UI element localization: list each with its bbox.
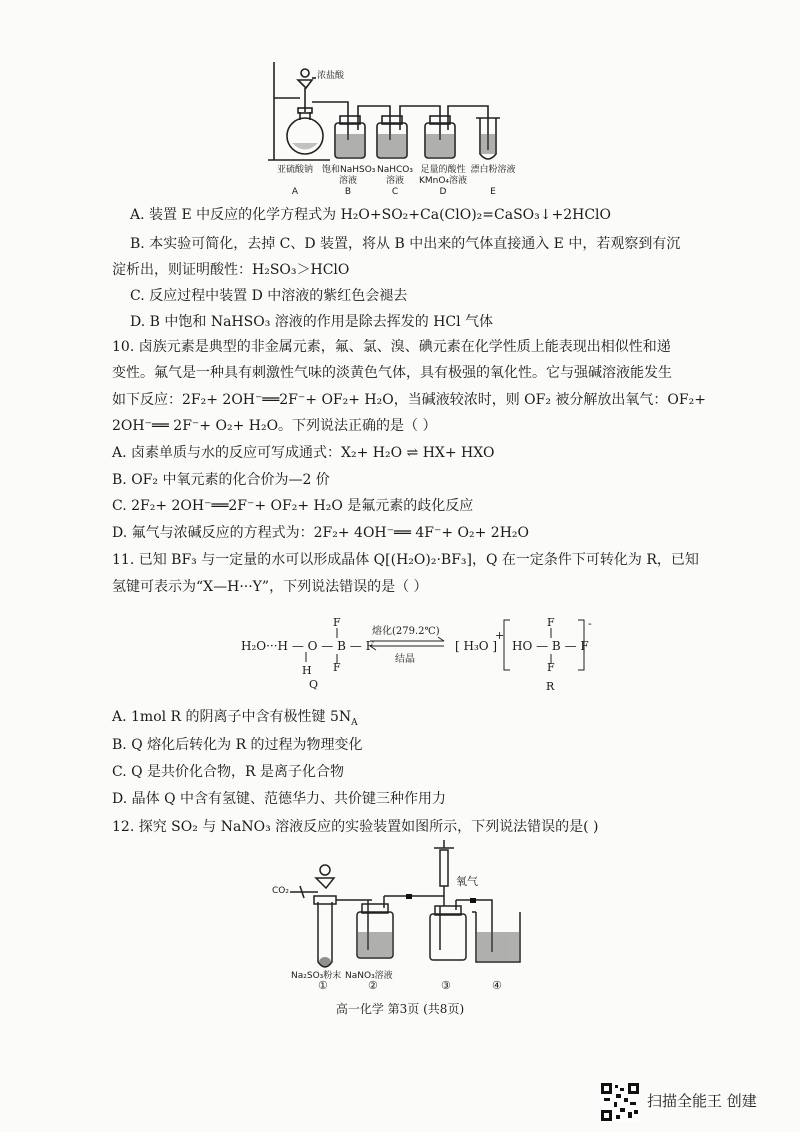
apparatus-num-3: ③ xyxy=(441,979,451,992)
page-footer: 高一化学 第3页 (共8页) xyxy=(335,1002,465,1016)
apparatus-num-2: ② xyxy=(368,979,378,992)
q10-stem-line3: 如下反应：2F₂+ 2OH⁻══2F⁻+ OF₂+ H₂O，当碱液较浓时，则 OF₂ 被分解放出氧气：OF₂+ xyxy=(112,392,706,408)
q10-option-a: A. 卤素单质与水的反应可写成通式：X₂+ H₂O ⇌ HX+ HXO xyxy=(112,445,495,461)
label-e: 漂白粉溶液 xyxy=(470,165,516,175)
apparatus-num-1: ① xyxy=(318,979,328,992)
na2so3-label: Na₂SO₃粉末 xyxy=(291,971,342,981)
oxygen-label: 氧气 xyxy=(456,875,478,888)
q9-option-b-line1: B. 本实验可简化，去掉 C、D 装置，将从 B 中出来的气体直接通入 E 中，若观察到有沉 xyxy=(130,236,681,252)
label-d: 足量的酸性 KMnO₄溶液 xyxy=(418,165,468,186)
q10-stem-line4: 2OH⁻══ 2F⁻+ O₂+ H₂O。下列说法正确的是（ ） xyxy=(112,418,437,434)
acid-label: 浓盐酸 xyxy=(317,71,345,81)
scheme-r-top-f: F xyxy=(547,616,555,629)
scheme-r-bottom-f: F xyxy=(547,661,555,674)
q11-stem-line2: 氢键可表示为“X—H···Y”，下列说法错误的是（ ） xyxy=(112,579,428,595)
q11-option-d: D. 晶体 Q 中含有氢键、范德华力、共价键三种作用力 xyxy=(112,791,447,807)
letter-a: A xyxy=(291,187,299,197)
qr-code-icon xyxy=(600,1082,640,1122)
arrow-top-label: 熔化(279.2℃) xyxy=(372,626,440,637)
hydronium-ion: [ H₃O ] xyxy=(455,639,498,653)
q12-stem: 12. 探究 SO₂ 与 NaNO₃ 溶液反应的实验装置如图所示，下列说法错误的是( ) xyxy=(112,819,599,835)
q9-option-c: C. 反应过程中装置 D 中溶液的紫红色会褪去 xyxy=(130,288,408,304)
letter-b: B xyxy=(344,187,352,197)
scheme-q-h: H xyxy=(302,664,312,677)
scheme-q-bottom-f: F xyxy=(333,661,341,674)
nano3-label: NaNO₃溶液 xyxy=(345,971,393,981)
apparatus-figure-2 xyxy=(0,840,800,990)
scheme-r-label: R xyxy=(546,680,555,693)
scheme-q-top-f: F xyxy=(333,616,341,629)
scanner-watermark: 扫描全能王 创建 xyxy=(647,1092,757,1110)
arrow-bottom-label: 结晶 xyxy=(395,654,415,665)
label-c: NaHCO₃ 溶液 xyxy=(377,165,413,186)
q11-option-b: B. Q 熔化后转化为 R 的过程为物理变化 xyxy=(112,737,363,753)
label-a: 亚硫酸钠 xyxy=(276,165,313,175)
scheme-q-label: Q xyxy=(309,678,319,691)
q11-option-a: A. 1mol R 的阴离子中含有极性键 $5N_A$ xyxy=(112,709,358,728)
q9-option-d: D. B 中饱和 NaHSO₃ 溶液的作用是除去挥发的 HCl 气体 xyxy=(130,314,494,330)
q10-stem-line2: 变性。氟气是一种具有刺激性气味的淡黄色气体，具有极强的氧化性。它与强碱溶液能发生 xyxy=(112,365,672,381)
q10-option-d: D. 氟气与浓碱反应的方程式为：2F₂+ 4OH⁻══ 4F⁻+ O₂+ 2H₂O xyxy=(112,525,529,541)
q9-option-a: A. 装置 E 中反应的化学方程式为 H₂O+SO₂+Ca(ClO)₂=CaSO₃↓+2HClO xyxy=(130,207,611,223)
apparatus-num-4: ④ xyxy=(492,979,502,992)
q11-stem-line1: 11. 已知 BF₃ 与一定量的水可以形成晶体 Q[(H₂O)₂·BF₃]，Q 在一定条件下可转化为 R，已知 xyxy=(112,552,699,568)
scheme-q-main: H₂O···H — O — B — F xyxy=(241,639,374,653)
letter-d: D xyxy=(439,187,447,197)
letter-c: C xyxy=(391,187,399,197)
scheme-r-anion: HO — B — F xyxy=(512,639,589,653)
q10-option-c: C. 2F₂+ 2OH⁻══2F⁻+ OF₂+ H₂O 是氟元素的歧化反应 xyxy=(112,498,474,514)
minus-charge: - xyxy=(588,617,592,630)
letter-e: E xyxy=(490,187,496,197)
q10-stem-line1: 10. 卤族元素是典型的非金属元素，氟、氯、溴、碘元素在化学性质上能表现出相似性和递 xyxy=(112,339,671,355)
plus-charge: + xyxy=(495,629,505,642)
co2-label: CO₂ xyxy=(272,886,289,896)
q11-option-c: C. Q 是共价化合物，R 是离子化合物 xyxy=(112,764,345,780)
q9-option-b-line2: 淀析出，则证明酸性：H₂SO₃＞HClO xyxy=(112,262,350,278)
q10-option-b: B. OF₂ 中氧元素的化合价为—2 价 xyxy=(112,472,330,488)
label-b: 饱和NaHSO₃ 溶液 xyxy=(322,165,376,186)
